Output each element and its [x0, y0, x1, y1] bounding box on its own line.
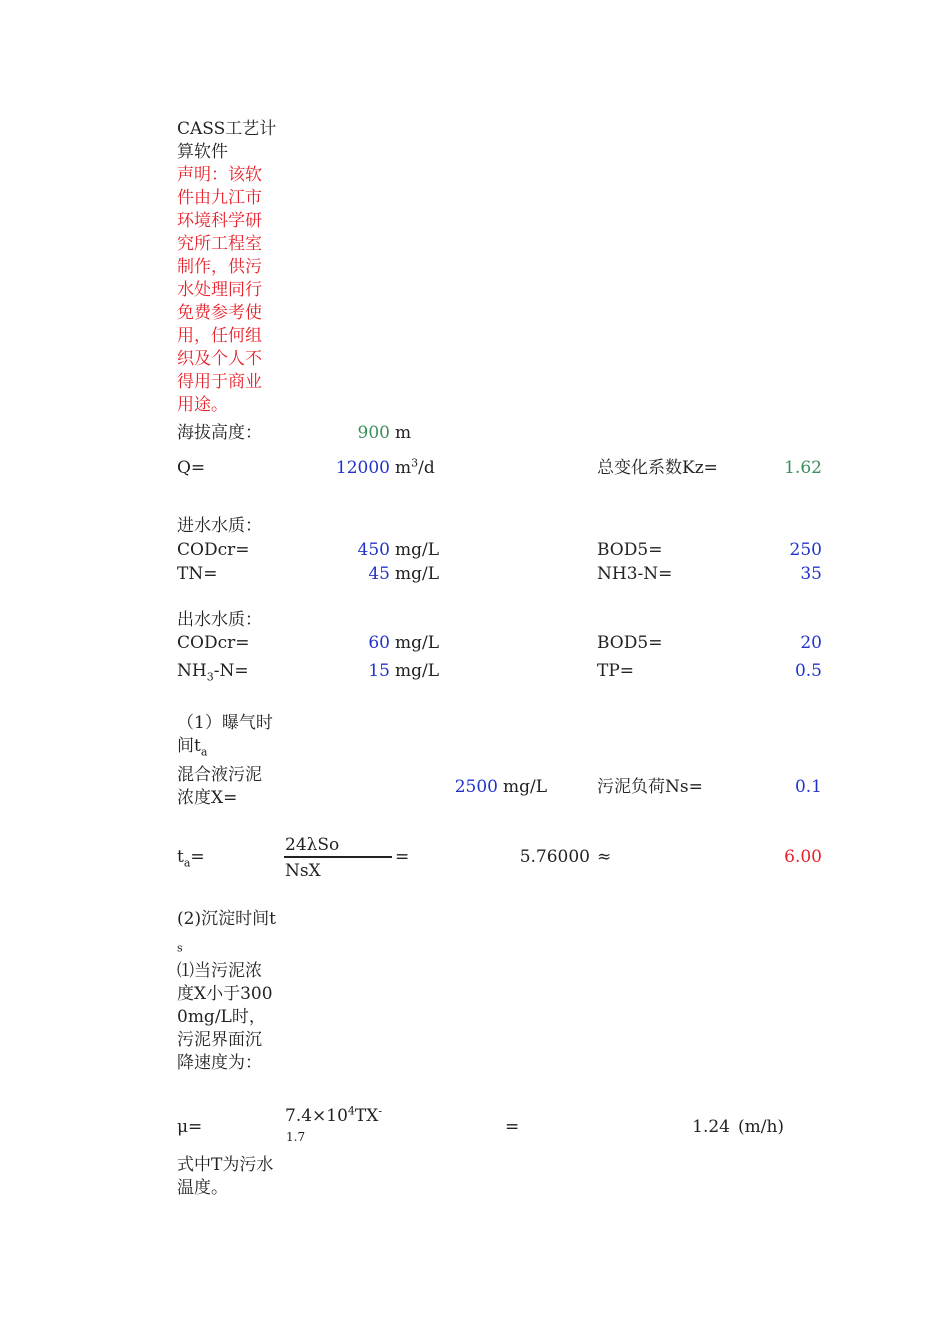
- effluent-bod5-value: 20: [800, 633, 822, 653]
- effluent-nh3n-value: 15: [368, 661, 390, 681]
- effluent-nh3n-unit: mg/L: [395, 661, 440, 681]
- mu-unit: (m/h): [738, 1117, 785, 1137]
- influent-bod5-value: 250: [789, 540, 822, 560]
- mlss-value: 2500: [454, 777, 498, 797]
- flow-unit: $m^3/d$: [395, 456, 435, 478]
- mu-result: 1.24: [692, 1117, 730, 1137]
- settling-heading: (2)沉淀时间$t_s$: [177, 909, 276, 955]
- flow-label: Q=: [177, 458, 206, 478]
- ta-label: $t_a=$: [177, 847, 205, 870]
- ns-label: 污泥负荷Ns=: [597, 777, 703, 797]
- ta-numerator: 24λSo: [285, 835, 340, 855]
- flow-value: 12000: [335, 458, 390, 478]
- effluent-tp-label: TP=: [597, 661, 635, 681]
- influent-codcr-label: CODcr=: [177, 540, 250, 560]
- settling-condition: ⑴当污泥浓度X小于3000mg/L时，污泥界面沉降速度为：: [177, 961, 273, 1073]
- altitude-unit: m: [395, 423, 412, 443]
- altitude-label: 海拔高度：: [177, 423, 262, 443]
- ta-equals: =: [395, 847, 410, 867]
- effluent-tp-value: 0.5: [794, 661, 822, 681]
- kz-label: 总变化系数Kz=: [597, 458, 718, 478]
- influent-tn-value: 45: [368, 564, 390, 584]
- altitude-value: 900: [357, 423, 390, 443]
- ta-result: 5.76000: [519, 847, 590, 867]
- effluent-codcr-unit: mg/L: [395, 633, 440, 653]
- influent-codcr-unit: mg/L: [395, 540, 440, 560]
- effluent-codcr-label: CODcr=: [177, 633, 250, 653]
- document-title: CASS工艺计算软件: [177, 119, 277, 162]
- influent-bod5-label: BOD5=: [597, 540, 663, 560]
- mlss-label: 混合液污泥浓度X=: [177, 765, 262, 808]
- effluent-heading: 出水水质：: [177, 610, 262, 630]
- ns-value: 0.1: [794, 777, 822, 797]
- effluent-codcr-value: 60: [368, 633, 390, 653]
- influent-tn-label: TN=: [177, 564, 218, 584]
- ta-rounded: 6.00: [784, 847, 822, 867]
- temperature-note: 式中T为污水温度。: [177, 1155, 274, 1198]
- effluent-bod5-label: BOD5=: [597, 633, 663, 653]
- mu-label: μ=: [177, 1117, 203, 1137]
- fraction-bar: [284, 856, 392, 858]
- mu-equals: =: [505, 1117, 520, 1137]
- ta-denominator: NsX: [285, 861, 321, 881]
- influent-nh3n-value: 35: [800, 564, 822, 584]
- mlss-unit: mg/L: [503, 777, 548, 797]
- ta-approx: ≈: [597, 847, 612, 867]
- influent-tn-unit: mg/L: [395, 564, 440, 584]
- influent-heading: 进水水质：: [177, 516, 262, 536]
- mu-exponent: 1.7: [286, 1130, 306, 1144]
- disclaimer-text: 声明：该软件由九江市环境科学研究所工程室制作，供污水处理同行免费参考使用，任何组织及个人不得用于商业用途。: [177, 165, 262, 415]
- mu-formula: $7.4\times 10^4TX^-$: [285, 1104, 383, 1126]
- kz-value: 1.62: [784, 458, 822, 478]
- effluent-nh3n-label: $NH_3-N=$: [177, 661, 249, 684]
- aeration-heading: （1）曝气时间$t_a$: [177, 713, 273, 759]
- influent-nh3n-label: NH3-N=: [597, 564, 673, 584]
- influent-codcr-value: 450: [357, 540, 390, 560]
